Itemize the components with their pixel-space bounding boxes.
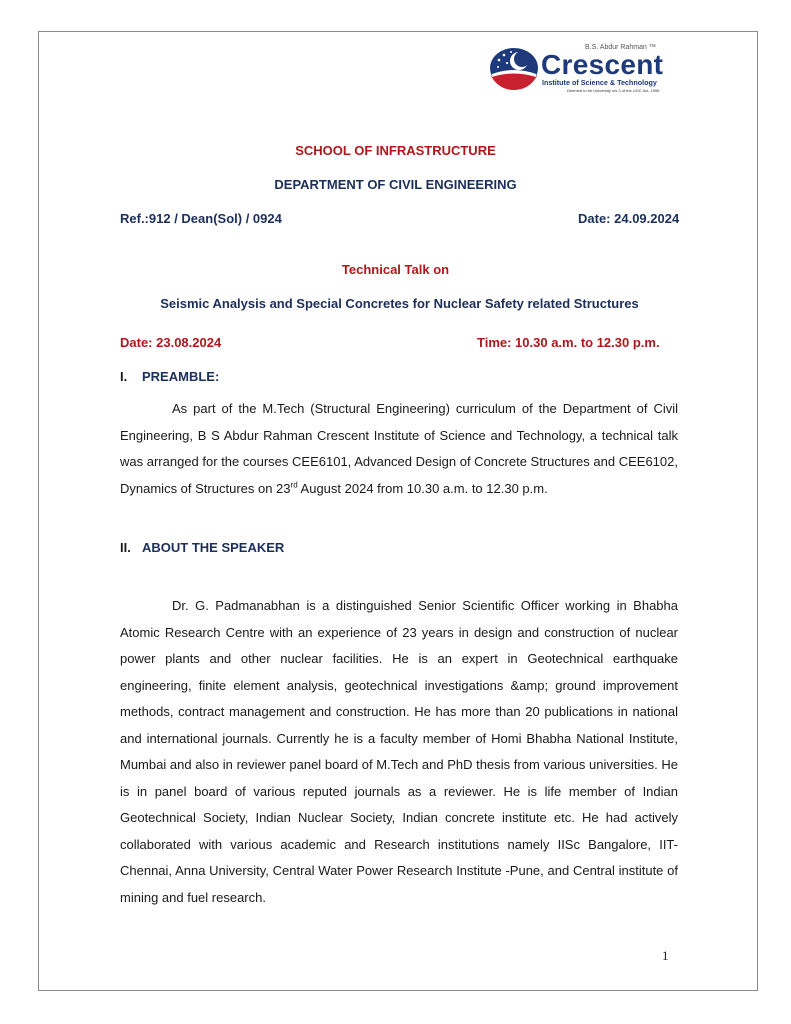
institution-logo: [489, 44, 689, 96]
section-heading-speaker: [120, 540, 284, 555]
preamble-text-end: August 2024 from 10.30 a.m. to 12.30 p.m.: [297, 480, 548, 496]
logo-top-text: B.S. Abdur Rahman ™: [585, 44, 656, 51]
page-number: 1: [662, 948, 669, 963]
event-time: Time: 10.30 a.m. to 12.30 p.m.: [477, 335, 660, 350]
document-date: Date: 24.09.2024: [578, 211, 680, 226]
section-number: I.: [120, 369, 128, 384]
section-heading-preamble: [120, 369, 219, 384]
speaker-text: Dr. G. Padmanabhan is a distinguished Senior Scientific Officer working in Bhabha Atomic Research Centre with an experience of 23 years in design and construction of nuclear power plants and other nuclear facilities. He is an expert in Geotechnical earthquake engineering, finite element analysis, geotechnical investigations &amp; ground improvement methods, contract management and construction. He has more than 20 publications in national and international journals. Currently he is a faculty member of Homi Bhabha National Institute, Mumbai and also in reviewer panel board of M.Tech and PhD thesis from various universities. He is in panel board of various reputed journals as a reviewer. He is life member of Indian Geotechnical Society, Indian Nuclear Society, Indian concrete institute etc. He had actively collaborated with various academic and Research institutions namely IISc Bangalore, IIT-Chennai, Anna University, Central Water Power Research Institute -Pune, and Central institute of mining and fuel research.: [120, 598, 678, 905]
event-title: Seismic Analysis and Special Concretes for Nuclear Safety related Structures: [160, 296, 639, 311]
preamble-text: As part of the M.Tech (Structural Engineering) curriculum of the Department of Civil Engineering, B S Abdur Rahman Crescent Institute of Science and Technology, a technical talk was arranged for the courses CEE6101, Advanced Design of Concrete Structures and CEE6102, Dynamics of Structures on 23: [120, 401, 678, 496]
event-label: Technical Talk on: [341, 262, 450, 277]
speaker-paragraph: [120, 593, 678, 911]
superscript: rd: [290, 480, 298, 490]
reference-number: Ref.:912 / Dean(Sol) / 0924: [120, 211, 282, 226]
school-title: SCHOOL OF INFRASTRUCTURE: [295, 143, 496, 158]
section-title: PREAMBLE:: [142, 369, 220, 384]
logo-subtitle: Institute of Science & Technology: [542, 78, 657, 87]
crescent-emblem-icon: [489, 46, 539, 94]
event-date: Date: 23.08.2024: [120, 335, 222, 350]
logo-tagline: Deemed to be University u/s 3 of the UGC Act, 1956: [567, 88, 660, 93]
department-title: DEPARTMENT OF CIVIL ENGINEERING: [274, 177, 517, 192]
section-number: II.: [120, 540, 131, 555]
preamble-paragraph: [120, 396, 678, 502]
logo-brand: Crescent: [541, 49, 664, 80]
section-title: ABOUT THE SPEAKER: [142, 540, 285, 555]
